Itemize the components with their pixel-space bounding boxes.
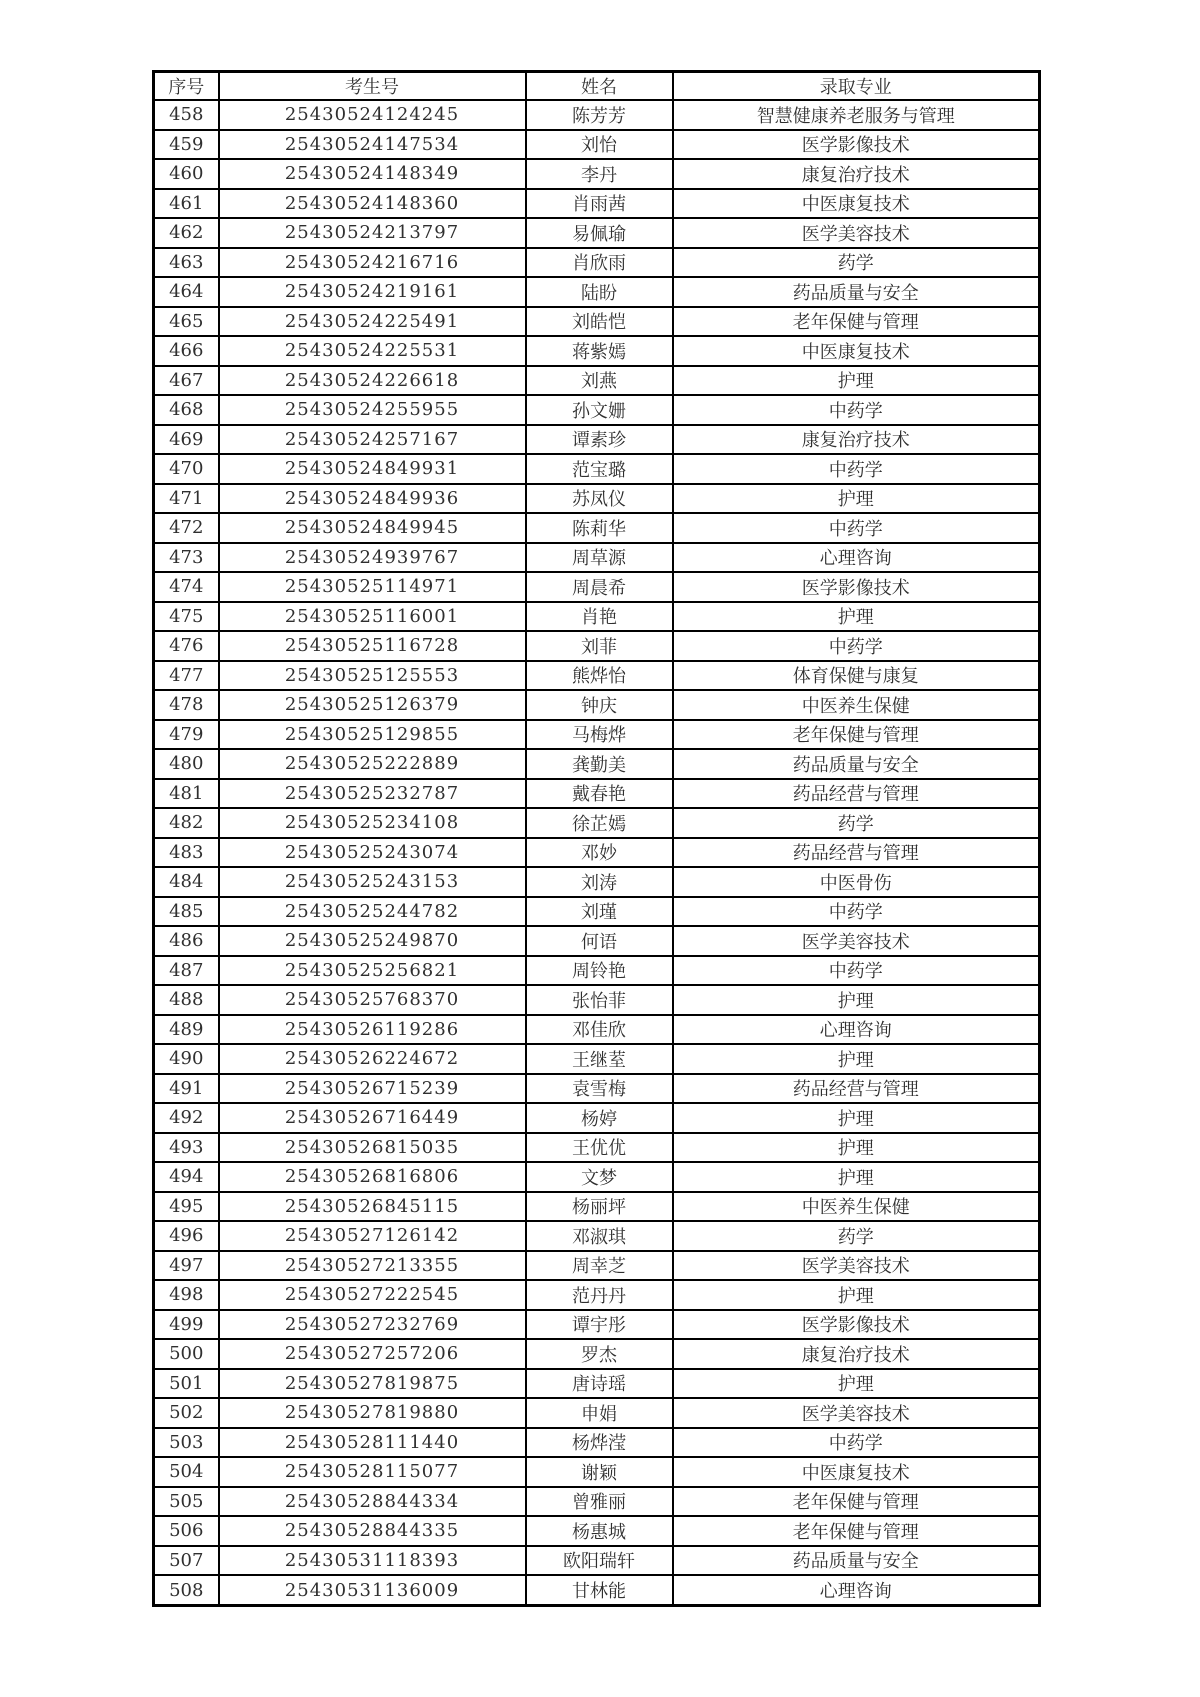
cell-serial-number: 500 — [154, 1339, 219, 1369]
cell-serial-number: 504 — [154, 1457, 219, 1487]
cell-candidate-id: 25430527257206 — [219, 1339, 526, 1369]
cell-candidate-id: 25430525116001 — [219, 602, 526, 632]
table-header-row — [154, 72, 1040, 101]
cell-serial-number: 484 — [154, 867, 219, 897]
cell-admitted-major: 护理 — [673, 1162, 1040, 1192]
cell-candidate-id: 25430524939767 — [219, 543, 526, 573]
table-row — [154, 159, 1040, 189]
table-row — [154, 690, 1040, 720]
table-row — [154, 867, 1040, 897]
cell-name: 龚勤美 — [526, 749, 673, 779]
cell-admitted-major: 老年保健与管理 — [673, 1487, 1040, 1517]
cell-name: 肖雨茜 — [526, 189, 673, 219]
cell-name: 唐诗瑶 — [526, 1369, 673, 1399]
cell-name: 刘菲 — [526, 631, 673, 661]
cell-admitted-major: 老年保健与管理 — [673, 307, 1040, 337]
cell-admitted-major: 中药学 — [673, 897, 1040, 927]
cell-candidate-id: 25430525232787 — [219, 779, 526, 809]
table-row — [154, 1339, 1040, 1369]
table-row — [154, 631, 1040, 661]
cell-admitted-major: 康复治疗技术 — [673, 425, 1040, 455]
cell-candidate-id: 25430525768370 — [219, 985, 526, 1015]
cell-name: 甘林能 — [526, 1575, 673, 1606]
table-row — [154, 1575, 1040, 1606]
cell-candidate-id: 25430525126379 — [219, 690, 526, 720]
cell-name: 孙文姗 — [526, 395, 673, 425]
cell-serial-number: 475 — [154, 602, 219, 632]
cell-admitted-major: 护理 — [673, 1280, 1040, 1310]
cell-serial-number: 494 — [154, 1162, 219, 1192]
cell-candidate-id: 25430525116728 — [219, 631, 526, 661]
cell-serial-number: 465 — [154, 307, 219, 337]
cell-admitted-major: 中医养生保健 — [673, 690, 1040, 720]
cell-admitted-major: 医学美容技术 — [673, 926, 1040, 956]
cell-name: 周草源 — [526, 543, 673, 573]
cell-serial-number: 492 — [154, 1103, 219, 1133]
cell-serial-number: 495 — [154, 1192, 219, 1222]
cell-admitted-major: 护理 — [673, 1133, 1040, 1163]
cell-name: 范丹丹 — [526, 1280, 673, 1310]
cell-serial-number: 461 — [154, 189, 219, 219]
cell-admitted-major: 中药学 — [673, 631, 1040, 661]
cell-admitted-major: 中药学 — [673, 1428, 1040, 1458]
cell-candidate-id: 25430524257167 — [219, 425, 526, 455]
cell-name: 曾雅丽 — [526, 1487, 673, 1517]
cell-candidate-id: 25430527222545 — [219, 1280, 526, 1310]
cell-admitted-major: 药学 — [673, 808, 1040, 838]
cell-serial-number: 464 — [154, 277, 219, 307]
cell-serial-number: 480 — [154, 749, 219, 779]
cell-candidate-id: 25430528111440 — [219, 1428, 526, 1458]
cell-name: 谭素珍 — [526, 425, 673, 455]
cell-serial-number: 488 — [154, 985, 219, 1015]
cell-candidate-id: 25430528115077 — [219, 1457, 526, 1487]
cell-serial-number: 467 — [154, 366, 219, 396]
cell-admitted-major: 中医康复技术 — [673, 336, 1040, 366]
cell-name: 申娟 — [526, 1398, 673, 1428]
cell-serial-number: 483 — [154, 838, 219, 868]
cell-admitted-major: 药品质量与安全 — [673, 1546, 1040, 1576]
cell-admitted-major: 老年保健与管理 — [673, 1516, 1040, 1546]
table-row — [154, 1015, 1040, 1045]
cell-serial-number: 470 — [154, 454, 219, 484]
cell-name: 蒋紫嫣 — [526, 336, 673, 366]
cell-name: 刘皓恺 — [526, 307, 673, 337]
cell-serial-number: 482 — [154, 808, 219, 838]
table-row — [154, 1162, 1040, 1192]
table-row — [154, 779, 1040, 809]
cell-candidate-id: 25430526815035 — [219, 1133, 526, 1163]
cell-admitted-major: 心理咨询 — [673, 1575, 1040, 1606]
cell-candidate-id: 25430525114971 — [219, 572, 526, 602]
table-row — [154, 572, 1040, 602]
cell-candidate-id: 25430525256821 — [219, 956, 526, 986]
cell-name: 陈莉华 — [526, 513, 673, 543]
cell-admitted-major: 药品质量与安全 — [673, 749, 1040, 779]
table-row — [154, 100, 1040, 130]
cell-serial-number: 471 — [154, 484, 219, 514]
cell-serial-number: 474 — [154, 572, 219, 602]
cell-serial-number: 493 — [154, 1133, 219, 1163]
table-row — [154, 336, 1040, 366]
cell-admitted-major: 护理 — [673, 1044, 1040, 1074]
table-row — [154, 838, 1040, 868]
cell-name: 杨烨滢 — [526, 1428, 673, 1458]
table-row — [154, 1310, 1040, 1340]
cell-name: 徐芷嫣 — [526, 808, 673, 838]
cell-candidate-id: 25430524148349 — [219, 159, 526, 189]
table-row — [154, 749, 1040, 779]
table-row — [154, 661, 1040, 691]
cell-admitted-major: 中药学 — [673, 513, 1040, 543]
cell-admitted-major: 医学美容技术 — [673, 218, 1040, 248]
cell-candidate-id: 25430525243153 — [219, 867, 526, 897]
cell-serial-number: 499 — [154, 1310, 219, 1340]
cell-admitted-major: 智慧健康养老服务与管理 — [673, 100, 1040, 130]
table-row — [154, 189, 1040, 219]
cell-candidate-id: 25430527819875 — [219, 1369, 526, 1399]
cell-candidate-id: 25430524147534 — [219, 130, 526, 160]
cell-admitted-major: 护理 — [673, 985, 1040, 1015]
cell-name: 杨丽坪 — [526, 1192, 673, 1222]
table-row — [154, 1221, 1040, 1251]
cell-admitted-major: 康复治疗技术 — [673, 159, 1040, 189]
cell-admitted-major: 药学 — [673, 248, 1040, 278]
cell-candidate-id: 25430526845115 — [219, 1192, 526, 1222]
cell-candidate-id: 25430525249870 — [219, 926, 526, 956]
cell-serial-number: 503 — [154, 1428, 219, 1458]
cell-admitted-major: 中医康复技术 — [673, 1457, 1040, 1487]
cell-admitted-major: 药学 — [673, 1221, 1040, 1251]
cell-admitted-major: 护理 — [673, 1369, 1040, 1399]
table-row — [154, 1546, 1040, 1576]
cell-serial-number: 479 — [154, 720, 219, 750]
table-body — [154, 100, 1040, 1606]
table-row — [154, 277, 1040, 307]
cell-serial-number: 497 — [154, 1251, 219, 1281]
cell-admitted-major: 中药学 — [673, 454, 1040, 484]
cell-name: 刘瑾 — [526, 897, 673, 927]
table-row — [154, 130, 1040, 160]
cell-serial-number: 485 — [154, 897, 219, 927]
cell-serial-number: 463 — [154, 248, 219, 278]
cell-candidate-id: 25430528844335 — [219, 1516, 526, 1546]
cell-serial-number: 476 — [154, 631, 219, 661]
cell-name: 周晨希 — [526, 572, 673, 602]
cell-candidate-id: 25430525125553 — [219, 661, 526, 691]
admission-table — [152, 70, 1041, 1607]
cell-candidate-id: 25430526716449 — [219, 1103, 526, 1133]
cell-admitted-major: 中医养生保健 — [673, 1192, 1040, 1222]
cell-serial-number: 506 — [154, 1516, 219, 1546]
cell-name: 刘燕 — [526, 366, 673, 396]
cell-name: 邓佳欣 — [526, 1015, 673, 1045]
cell-name: 谭宇彤 — [526, 1310, 673, 1340]
cell-name: 袁雪梅 — [526, 1074, 673, 1104]
cell-serial-number: 472 — [154, 513, 219, 543]
cell-candidate-id: 25430524219161 — [219, 277, 526, 307]
cell-serial-number: 468 — [154, 395, 219, 425]
cell-candidate-id: 25430524849945 — [219, 513, 526, 543]
cell-admitted-major: 药品经营与管理 — [673, 838, 1040, 868]
cell-candidate-id: 25430531118393 — [219, 1546, 526, 1576]
cell-candidate-id: 25430524225531 — [219, 336, 526, 366]
table-row — [154, 1428, 1040, 1458]
table-row — [154, 956, 1040, 986]
cell-serial-number: 496 — [154, 1221, 219, 1251]
cell-name: 张怡菲 — [526, 985, 673, 1015]
table-row — [154, 366, 1040, 396]
cell-candidate-id: 25430524148360 — [219, 189, 526, 219]
header-name: 姓名 — [526, 72, 673, 101]
cell-name: 邓淑琪 — [526, 1221, 673, 1251]
cell-name: 易佩瑜 — [526, 218, 673, 248]
cell-name: 陆盼 — [526, 277, 673, 307]
cell-candidate-id: 25430531136009 — [219, 1575, 526, 1606]
cell-name: 周幸芝 — [526, 1251, 673, 1281]
cell-candidate-id: 25430524213797 — [219, 218, 526, 248]
table-row — [154, 484, 1040, 514]
table-row — [154, 1103, 1040, 1133]
cell-admitted-major: 体育保健与康复 — [673, 661, 1040, 691]
cell-admitted-major: 中医骨伤 — [673, 867, 1040, 897]
cell-serial-number: 459 — [154, 130, 219, 160]
cell-admitted-major: 心理咨询 — [673, 543, 1040, 573]
cell-serial-number: 501 — [154, 1369, 219, 1399]
table-row — [154, 543, 1040, 573]
table-row — [154, 248, 1040, 278]
cell-admitted-major: 护理 — [673, 602, 1040, 632]
table-row — [154, 1398, 1040, 1428]
cell-admitted-major: 医学影像技术 — [673, 130, 1040, 160]
cell-name: 陈芳芳 — [526, 100, 673, 130]
cell-name: 钟庆 — [526, 690, 673, 720]
table-row — [154, 307, 1040, 337]
cell-admitted-major: 药品质量与安全 — [673, 277, 1040, 307]
cell-name: 杨婷 — [526, 1103, 673, 1133]
table-row — [154, 1516, 1040, 1546]
table-row — [154, 720, 1040, 750]
cell-candidate-id: 25430524849936 — [219, 484, 526, 514]
table-row — [154, 897, 1040, 927]
cell-serial-number: 460 — [154, 159, 219, 189]
cell-serial-number: 498 — [154, 1280, 219, 1310]
cell-name: 熊烨怡 — [526, 661, 673, 691]
cell-candidate-id: 25430524216716 — [219, 248, 526, 278]
cell-admitted-major: 医学影像技术 — [673, 1310, 1040, 1340]
cell-candidate-id: 25430524255955 — [219, 395, 526, 425]
header-candidate-id: 考生号 — [219, 72, 526, 101]
cell-serial-number: 507 — [154, 1546, 219, 1576]
cell-serial-number: 469 — [154, 425, 219, 455]
cell-serial-number: 505 — [154, 1487, 219, 1517]
cell-candidate-id: 25430527126142 — [219, 1221, 526, 1251]
table-row — [154, 1457, 1040, 1487]
cell-serial-number: 487 — [154, 956, 219, 986]
cell-admitted-major: 护理 — [673, 366, 1040, 396]
cell-candidate-id: 25430526816806 — [219, 1162, 526, 1192]
cell-admitted-major: 药品经营与管理 — [673, 1074, 1040, 1104]
cell-serial-number: 490 — [154, 1044, 219, 1074]
cell-admitted-major: 中医康复技术 — [673, 189, 1040, 219]
table-row — [154, 808, 1040, 838]
table-row — [154, 985, 1040, 1015]
cell-serial-number: 486 — [154, 926, 219, 956]
cell-candidate-id: 25430527232769 — [219, 1310, 526, 1340]
table-row — [154, 1369, 1040, 1399]
cell-serial-number: 481 — [154, 779, 219, 809]
cell-admitted-major: 中药学 — [673, 395, 1040, 425]
cell-admitted-major: 药品经营与管理 — [673, 779, 1040, 809]
cell-candidate-id: 25430524226618 — [219, 366, 526, 396]
cell-candidate-id: 25430525244782 — [219, 897, 526, 927]
table-row — [154, 425, 1040, 455]
cell-name: 肖艳 — [526, 602, 673, 632]
table-row — [154, 513, 1040, 543]
table-row — [154, 1280, 1040, 1310]
table-row — [154, 395, 1040, 425]
cell-admitted-major: 医学影像技术 — [673, 572, 1040, 602]
cell-candidate-id: 25430527213355 — [219, 1251, 526, 1281]
cell-name: 文梦 — [526, 1162, 673, 1192]
cell-admitted-major: 康复治疗技术 — [673, 1339, 1040, 1369]
cell-name: 邓妙 — [526, 838, 673, 868]
cell-candidate-id: 25430525222889 — [219, 749, 526, 779]
table-row — [154, 454, 1040, 484]
cell-serial-number: 489 — [154, 1015, 219, 1045]
cell-name: 何语 — [526, 926, 673, 956]
cell-admitted-major: 心理咨询 — [673, 1015, 1040, 1045]
cell-name: 范宝璐 — [526, 454, 673, 484]
cell-candidate-id: 25430524225491 — [219, 307, 526, 337]
cell-name: 杨惠城 — [526, 1516, 673, 1546]
table-row — [154, 1192, 1040, 1222]
cell-serial-number: 502 — [154, 1398, 219, 1428]
cell-candidate-id: 25430524849931 — [219, 454, 526, 484]
cell-serial-number: 477 — [154, 661, 219, 691]
cell-name: 欧阳瑞轩 — [526, 1546, 673, 1576]
cell-admitted-major: 护理 — [673, 484, 1040, 514]
table-row — [154, 1074, 1040, 1104]
cell-serial-number: 491 — [154, 1074, 219, 1104]
cell-name: 戴春艳 — [526, 779, 673, 809]
cell-serial-number: 466 — [154, 336, 219, 366]
cell-name: 刘怡 — [526, 130, 673, 160]
cell-candidate-id: 25430528844334 — [219, 1487, 526, 1517]
cell-name: 周铃艳 — [526, 956, 673, 986]
cell-candidate-id: 25430526119286 — [219, 1015, 526, 1045]
table-row — [154, 1251, 1040, 1281]
cell-name: 苏凤仪 — [526, 484, 673, 514]
table-row — [154, 1133, 1040, 1163]
cell-name: 罗杰 — [526, 1339, 673, 1369]
cell-serial-number: 473 — [154, 543, 219, 573]
cell-candidate-id: 25430526715239 — [219, 1074, 526, 1104]
cell-admitted-major: 医学美容技术 — [673, 1251, 1040, 1281]
cell-candidate-id: 25430524124245 — [219, 100, 526, 130]
table-row — [154, 1487, 1040, 1517]
table-row — [154, 602, 1040, 632]
cell-name: 刘涛 — [526, 867, 673, 897]
header-serial-number: 序号 — [154, 72, 219, 101]
cell-serial-number: 462 — [154, 218, 219, 248]
cell-name: 李丹 — [526, 159, 673, 189]
table-row — [154, 1044, 1040, 1074]
cell-candidate-id: 25430525129855 — [219, 720, 526, 750]
cell-name: 谢颖 — [526, 1457, 673, 1487]
cell-name: 王优优 — [526, 1133, 673, 1163]
cell-candidate-id: 25430525234108 — [219, 808, 526, 838]
cell-admitted-major: 护理 — [673, 1103, 1040, 1133]
table-row — [154, 218, 1040, 248]
cell-serial-number: 458 — [154, 100, 219, 130]
cell-candidate-id: 25430526224672 — [219, 1044, 526, 1074]
table-row — [154, 926, 1040, 956]
cell-admitted-major: 中药学 — [673, 956, 1040, 986]
cell-serial-number: 508 — [154, 1575, 219, 1606]
cell-admitted-major: 老年保健与管理 — [673, 720, 1040, 750]
cell-candidate-id: 25430527819880 — [219, 1398, 526, 1428]
cell-name: 王继荎 — [526, 1044, 673, 1074]
cell-candidate-id: 25430525243074 — [219, 838, 526, 868]
cell-name: 马梅烨 — [526, 720, 673, 750]
header-admitted-major: 录取专业 — [673, 72, 1040, 101]
cell-serial-number: 478 — [154, 690, 219, 720]
cell-name: 肖欣雨 — [526, 248, 673, 278]
cell-admitted-major: 医学美容技术 — [673, 1398, 1040, 1428]
